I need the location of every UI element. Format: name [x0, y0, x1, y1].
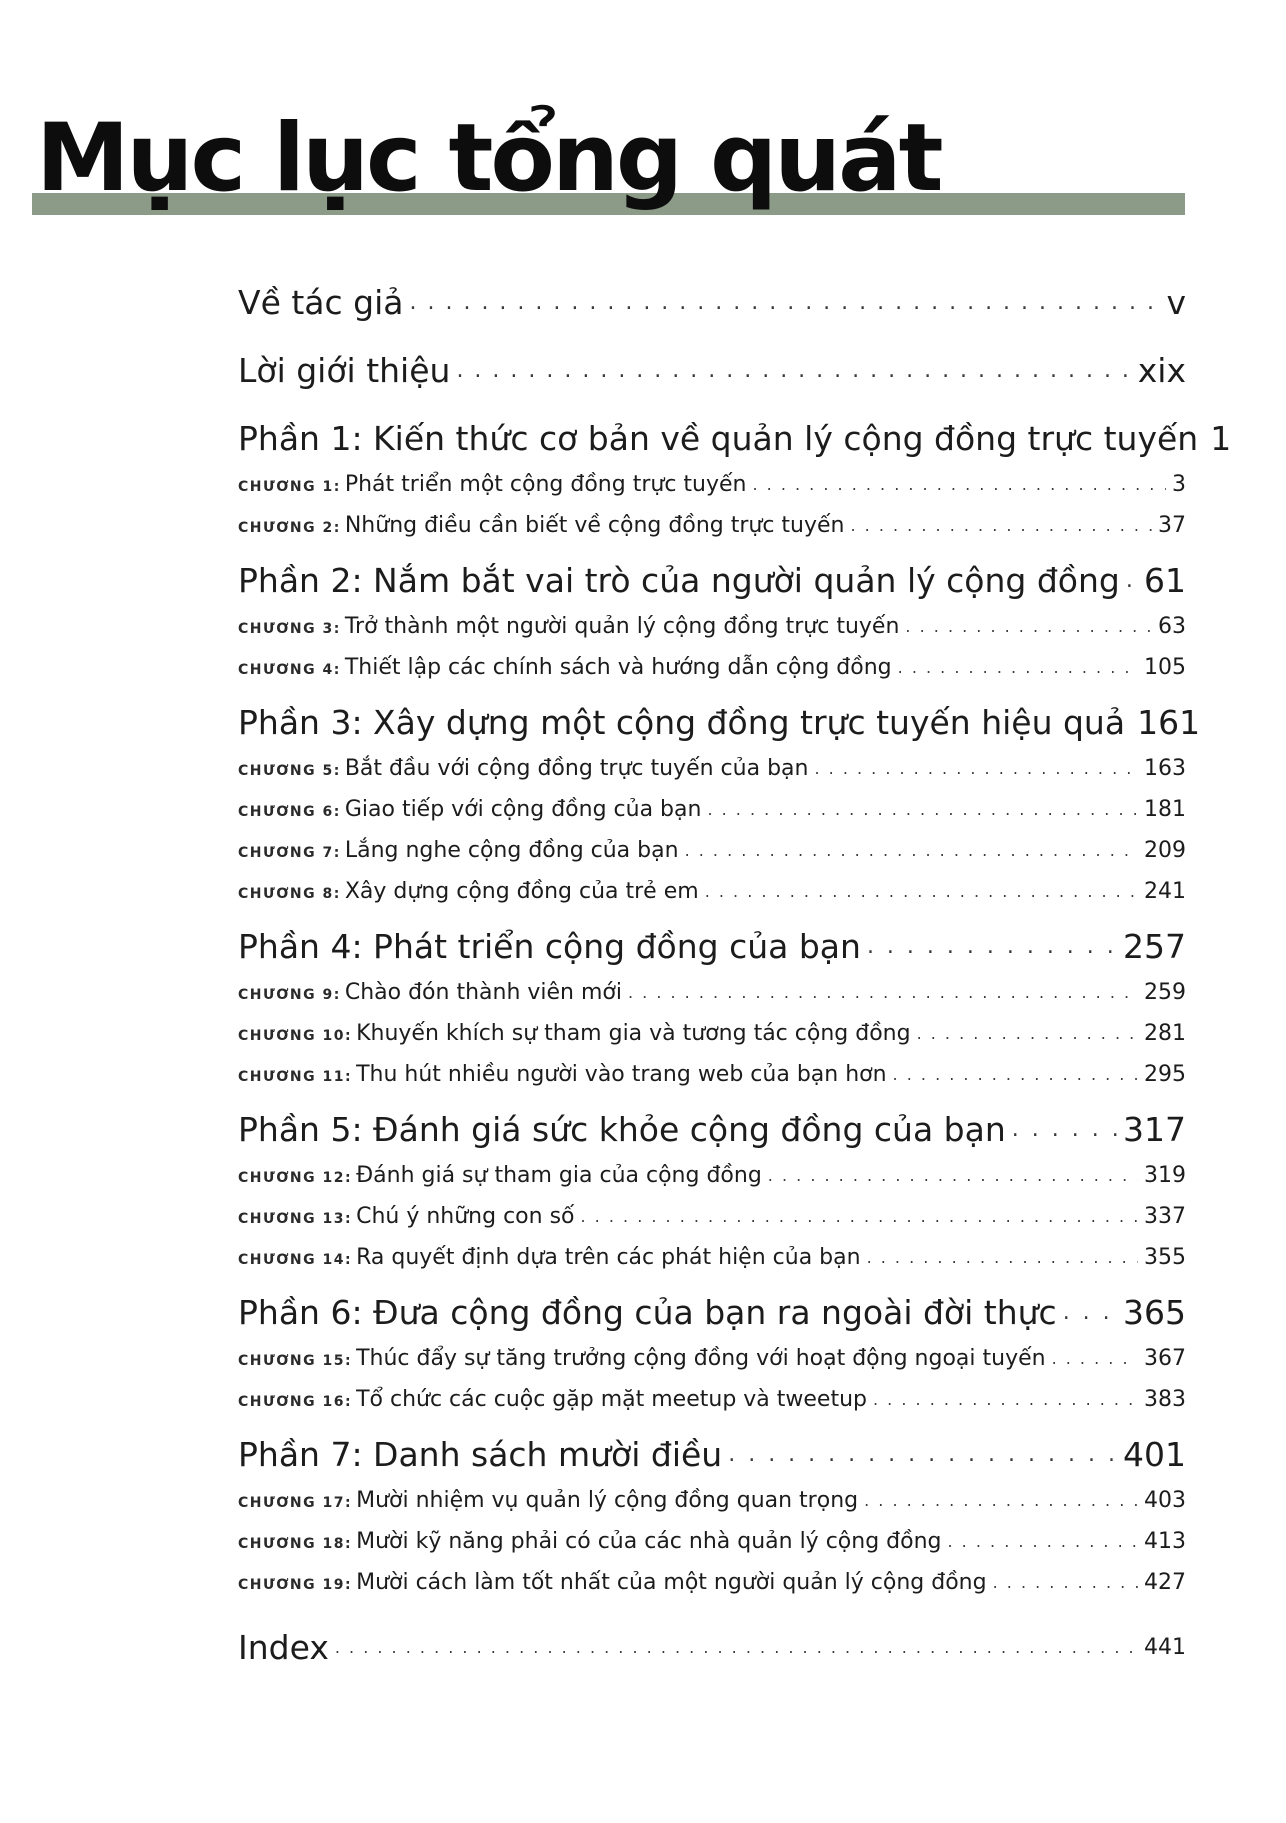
toc-chapter-entry-label: Những điều cần biết về cộng đồng trực tuyến — [344, 513, 845, 538]
dot-leader — [867, 1248, 1138, 1267]
toc-chapter-entry-label: Tổ chức các cuộc gặp mặt meetup và tweetup — [356, 1387, 867, 1412]
chapter-prefix — [238, 763, 341, 779]
toc-chapter-entry[interactable] — [238, 647, 1186, 688]
dot-leader — [685, 841, 1138, 860]
toc-index-entry-title — [238, 1628, 329, 1667]
toc-chapter-entry[interactable] — [238, 1521, 1186, 1562]
chapter-number: 3: — [322, 621, 341, 637]
chapter-number: 2: — [322, 520, 341, 536]
toc-chapter-entry-title — [238, 472, 746, 497]
toc-part-entry-page-number: 365 — [1123, 1292, 1186, 1332]
dot-leader — [728, 1442, 1117, 1467]
chapter-number: 8: — [322, 886, 341, 902]
toc-chapter-entry-page-number: 355 — [1144, 1245, 1186, 1270]
chapter-prefix — [238, 479, 341, 495]
toc-part-entry-page-number: 161 — [1137, 702, 1201, 742]
toc-chapter-entry-title — [238, 756, 808, 781]
toc-front-entry-page-number: v — [1166, 282, 1186, 322]
dot-leader — [628, 983, 1138, 1002]
toc-index-entry-page-number: 441 — [1144, 1634, 1186, 1660]
toc-chapter-entry-page-number: 295 — [1144, 1062, 1186, 1087]
toc-chapter-entry-label: Trở thành một người quản lý cộng đồng trực tuyến — [344, 614, 900, 639]
chapter-number: 6: — [322, 804, 341, 820]
toc-chapter-entry[interactable] — [238, 1379, 1186, 1420]
dot-leader — [898, 658, 1138, 677]
toc-part-entry-label: Phần 4: Phát triển cộng đồng của bạn — [238, 926, 861, 966]
toc-chapter-entry-title — [238, 1062, 887, 1087]
chapter-prefix-word: CHƯƠNG — [238, 987, 317, 1003]
chapter-number: 18: — [322, 1536, 353, 1552]
toc-part-entry-title — [238, 419, 1198, 458]
toc-chapter-entry-label: Chào đón thành viên mới — [344, 980, 622, 1005]
dot-leader — [1012, 1117, 1117, 1142]
chapter-prefix-word: CHƯƠNG — [238, 1069, 317, 1085]
toc-front-entry-title — [238, 351, 450, 390]
chapter-prefix-word: CHƯƠNG — [238, 662, 317, 678]
toc-chapter-entry[interactable] — [238, 1338, 1186, 1379]
chapter-prefix-word: CHƯƠNG — [238, 1536, 317, 1552]
toc-front-entry-page-number: xix — [1137, 350, 1186, 390]
toc-chapter-entry-title — [238, 797, 701, 822]
dot-leader — [752, 475, 1166, 494]
chapter-prefix — [238, 1252, 352, 1268]
chapter-prefix — [238, 987, 341, 1003]
toc-chapter-entry[interactable] — [238, 748, 1186, 789]
chapter-prefix-word: CHƯƠNG — [238, 621, 317, 637]
chapter-prefix-word: CHƯƠNG — [238, 1252, 317, 1268]
toc-part-entry-title — [238, 1293, 1057, 1332]
chapter-number: 4: — [322, 662, 341, 678]
dot-leader — [1052, 1349, 1138, 1368]
toc-chapter-entry-page-number: 367 — [1144, 1346, 1186, 1371]
dot-leader — [1126, 568, 1138, 593]
toc-chapter-entry[interactable] — [238, 972, 1186, 1013]
toc-chapter-entry-label: Bắt đầu với cộng đồng trực tuyến của bạn — [344, 756, 809, 781]
toc-part-entry-page-number: 257 — [1123, 926, 1186, 966]
toc-chapter-entry-page-number: 105 — [1144, 655, 1186, 680]
toc-chapter-entry-label: Mười kỹ năng phải có của các nhà quản lý cộng đồng — [356, 1529, 942, 1554]
toc-part-entry-label: Phần 3: Xây dựng một cộng đồng trực tuyến hiệu quả — [238, 702, 1126, 742]
chapter-prefix — [238, 845, 341, 861]
toc-chapter-entry-title — [238, 1387, 867, 1412]
chapter-prefix — [238, 1536, 352, 1552]
dot-leader — [335, 1638, 1138, 1657]
chapter-prefix — [238, 1028, 352, 1044]
chapter-prefix-word: CHƯƠNG — [238, 1394, 317, 1410]
chapter-prefix — [238, 520, 341, 536]
toc-chapter-entry-title — [238, 879, 699, 904]
chapter-prefix — [238, 804, 341, 820]
toc-chapter-entry-page-number: 319 — [1144, 1163, 1186, 1188]
toc-chapter-entry-title — [238, 1529, 942, 1554]
toc-chapter-entry[interactable] — [238, 1237, 1186, 1278]
toc-part-entry-title — [238, 1110, 1006, 1149]
toc-chapter-entry-label: Lắng nghe cộng đồng của bạn — [344, 838, 679, 863]
chapter-prefix-word: CHƯƠNG — [238, 1495, 317, 1511]
toc-chapter-entry-label: Mười cách làm tốt nhất của một người quản lý cộng đồng — [356, 1570, 987, 1595]
toc-chapter-entry-title — [238, 655, 892, 680]
toc-chapter-entry-page-number: 383 — [1144, 1387, 1186, 1412]
toc-chapter-entry-page-number: 337 — [1144, 1204, 1186, 1229]
toc-chapter-entry-label: Xây dựng cộng đồng của trẻ em — [344, 879, 699, 904]
dot-leader — [581, 1207, 1139, 1226]
chapter-number: 12: — [322, 1170, 353, 1186]
toc-front-entry[interactable] — [238, 268, 1186, 336]
chapter-number: 11: — [322, 1069, 353, 1085]
toc-chapter-entry-page-number: 181 — [1144, 797, 1186, 822]
chapter-prefix — [238, 886, 341, 902]
dot-leader — [905, 617, 1152, 636]
toc-part-entry[interactable] — [238, 1286, 1186, 1338]
toc-front-entry-label: Lời giới thiệu — [238, 350, 451, 390]
toc-chapter-entry-label: Phát triển một cộng đồng trực tuyến — [344, 472, 747, 497]
toc-chapter-entry-label: Thiết lập các chính sách và hướng dẫn cộng đồng — [344, 655, 892, 680]
toc-chapter-entry-title — [238, 1346, 1046, 1371]
toc-part-entry-label: Phần 6: Đưa cộng đồng của bạn ra ngoài đời thực — [238, 1292, 1057, 1332]
chapter-number: 16: — [322, 1394, 353, 1410]
toc-chapter-entry-title — [238, 1570, 987, 1595]
chapter-number: 19: — [322, 1577, 353, 1593]
dot-leader — [456, 358, 1131, 383]
dot-leader — [993, 1573, 1138, 1592]
toc-part-entry-label: Phần 2: Nắm bắt vai trò của người quản lý cộng đồng — [238, 560, 1120, 600]
dot-leader — [864, 1491, 1138, 1510]
toc-chapter-entry-page-number: 163 — [1144, 756, 1186, 781]
page-title: Mục lục tổng quát — [36, 104, 941, 213]
toc-chapter-entry-page-number: 3 — [1172, 472, 1186, 497]
toc-part-entry-page-number: 317 — [1123, 1109, 1186, 1149]
dot-leader — [867, 934, 1117, 959]
toc-part-entry-label: Phần 7: Danh sách mười điều — [238, 1434, 723, 1474]
toc-chapter-entry-title — [238, 1245, 861, 1270]
toc-chapter-entry-label: Chú ý những con số — [356, 1204, 575, 1229]
chapter-prefix-word: CHƯƠNG — [238, 1028, 317, 1044]
toc-part-entry-page-number: 401 — [1123, 1434, 1186, 1474]
chapter-prefix-word: CHƯƠNG — [238, 1211, 317, 1227]
toc-index-entry-label: Index — [238, 1627, 329, 1667]
toc-part-entry[interactable] — [238, 696, 1201, 748]
toc-part-entry-title — [238, 703, 1125, 742]
chapter-prefix — [238, 621, 341, 637]
chapter-prefix-word: CHƯƠNG — [238, 845, 317, 861]
chapter-prefix-word: CHƯƠNG — [238, 1170, 317, 1186]
toc-front-entry[interactable] — [238, 336, 1186, 404]
toc-chapter-entry-label: Mười nhiệm vụ quản lý cộng đồng quan trọng — [356, 1488, 859, 1513]
toc-part-entry-title — [238, 1435, 722, 1474]
toc-part-entry[interactable] — [238, 1103, 1186, 1155]
chapter-prefix — [238, 1577, 352, 1593]
toc-front-entry-title — [238, 283, 404, 322]
toc-chapter-entry-label: Đánh giá sự tham gia của cộng đồng — [356, 1163, 762, 1188]
toc-chapter-entry-page-number: 281 — [1144, 1021, 1186, 1046]
toc-chapter-entry-page-number: 413 — [1144, 1529, 1186, 1554]
toc-chapter-entry[interactable] — [238, 1480, 1186, 1521]
chapter-prefix-word: CHƯƠNG — [238, 1353, 317, 1369]
chapter-prefix — [238, 1069, 352, 1085]
chapter-prefix-word: CHƯƠNG — [238, 804, 317, 820]
chapter-prefix-word: CHƯƠNG — [238, 886, 317, 902]
chapter-prefix — [238, 662, 341, 678]
chapter-prefix-word: CHƯƠNG — [238, 1577, 317, 1593]
dot-leader — [948, 1532, 1139, 1551]
toc-part-entry-page-number: 61 — [1144, 560, 1186, 600]
dot-leader — [850, 516, 1152, 535]
toc-chapter-entry-page-number: 427 — [1144, 1570, 1186, 1595]
dot-leader — [873, 1390, 1138, 1409]
toc-chapter-entry[interactable] — [238, 464, 1186, 505]
chapter-prefix — [238, 1353, 352, 1369]
toc-chapter-entry-page-number: 241 — [1144, 879, 1186, 904]
chapter-prefix-word: CHƯƠNG — [238, 520, 317, 536]
toc-chapter-entry-label: Thu hút nhiều người vào trang web của bạn hơn — [356, 1062, 887, 1087]
dot-leader — [1063, 1300, 1117, 1325]
chapter-prefix-word: CHƯƠNG — [238, 479, 317, 495]
toc-index-entry[interactable] — [238, 1611, 1186, 1683]
toc-chapter-entry-title — [238, 980, 622, 1005]
dot-leader — [410, 290, 1161, 315]
dot-leader — [917, 1024, 1138, 1043]
toc-chapter-entry-title — [238, 513, 844, 538]
toc-chapter-entry[interactable] — [238, 1562, 1186, 1603]
toc-part-entry[interactable] — [238, 920, 1186, 972]
toc-chapter-entry-title — [238, 1021, 911, 1046]
toc-chapter-entry[interactable] — [238, 1196, 1186, 1237]
toc-chapter-entry-page-number: 259 — [1144, 980, 1186, 1005]
toc-chapter-entry[interactable] — [238, 830, 1186, 871]
chapter-number: 1: — [322, 479, 341, 495]
toc-chapter-entry-page-number: 37 — [1158, 513, 1186, 538]
toc-chapter-entry[interactable] — [238, 1155, 1186, 1196]
toc-part-entry-label: Phần 5: Đánh giá sức khỏe cộng đồng của bạn — [238, 1109, 1006, 1149]
toc-part-entry-page-number: 1 — [1210, 418, 1232, 458]
chapter-prefix — [238, 1170, 352, 1186]
toc-chapter-entry-page-number: 403 — [1144, 1488, 1186, 1513]
toc-chapter-entry-title — [238, 838, 679, 863]
toc-chapter-entry-label: Thúc đẩy sự tăng trưởng cộng đồng với hoạt động ngoại tuyến — [356, 1346, 1046, 1371]
chapter-number: 14: — [322, 1252, 353, 1268]
toc-chapter-entry-title — [238, 614, 899, 639]
chapter-prefix — [238, 1211, 352, 1227]
dot-leader — [705, 882, 1138, 901]
toc-chapter-entry[interactable] — [238, 871, 1186, 912]
toc-chapter-entry-page-number: 209 — [1144, 838, 1186, 863]
dot-leader — [707, 800, 1138, 819]
toc-part-entry-title — [238, 561, 1120, 600]
dot-leader — [814, 759, 1138, 778]
chapter-prefix — [238, 1495, 352, 1511]
toc-part-entry-label: Phần 1: Kiến thức cơ bản về quản lý cộng đồng trực tuyến — [238, 418, 1199, 458]
dot-leader — [893, 1065, 1138, 1084]
toc-part-entry-title — [238, 927, 861, 966]
chapter-number: 13: — [322, 1211, 353, 1227]
toc-part-entry[interactable] — [238, 554, 1186, 606]
toc-chapter-entry-label: Ra quyết định dựa trên các phát hiện của bạn — [356, 1245, 861, 1270]
toc-front-entry-label: Về tác giả — [238, 282, 404, 322]
chapter-number: 15: — [322, 1353, 353, 1369]
toc-part-entry[interactable] — [238, 1428, 1186, 1480]
chapter-prefix — [238, 1394, 352, 1410]
toc-chapter-entry-label: Khuyến khích sự tham gia và tương tác cộng đồng — [356, 1021, 911, 1046]
toc-chapter-entry[interactable] — [238, 505, 1186, 546]
chapter-number: 9: — [322, 987, 341, 1003]
table-of-contents — [238, 268, 1232, 1683]
toc-chapter-entry-title — [238, 1204, 575, 1229]
toc-chapter-entry-title — [238, 1488, 858, 1513]
toc-chapter-entry-page-number: 63 — [1158, 614, 1186, 639]
toc-chapter-entry[interactable] — [238, 1054, 1186, 1095]
toc-chapter-entry[interactable] — [238, 789, 1186, 830]
toc-part-entry[interactable] — [238, 412, 1232, 464]
toc-chapter-entry[interactable] — [238, 606, 1186, 647]
toc-chapter-entry-title — [238, 1163, 762, 1188]
chapter-number: 5: — [322, 763, 341, 779]
toc-chapter-entry[interactable] — [238, 1013, 1186, 1054]
chapter-number: 7: — [322, 845, 341, 861]
chapter-number: 10: — [322, 1028, 353, 1044]
dot-leader — [768, 1166, 1138, 1185]
chapter-number: 17: — [322, 1495, 353, 1511]
toc-chapter-entry-label: Giao tiếp với cộng đồng của bạn — [344, 797, 702, 822]
chapter-prefix-word: CHƯƠNG — [238, 763, 317, 779]
